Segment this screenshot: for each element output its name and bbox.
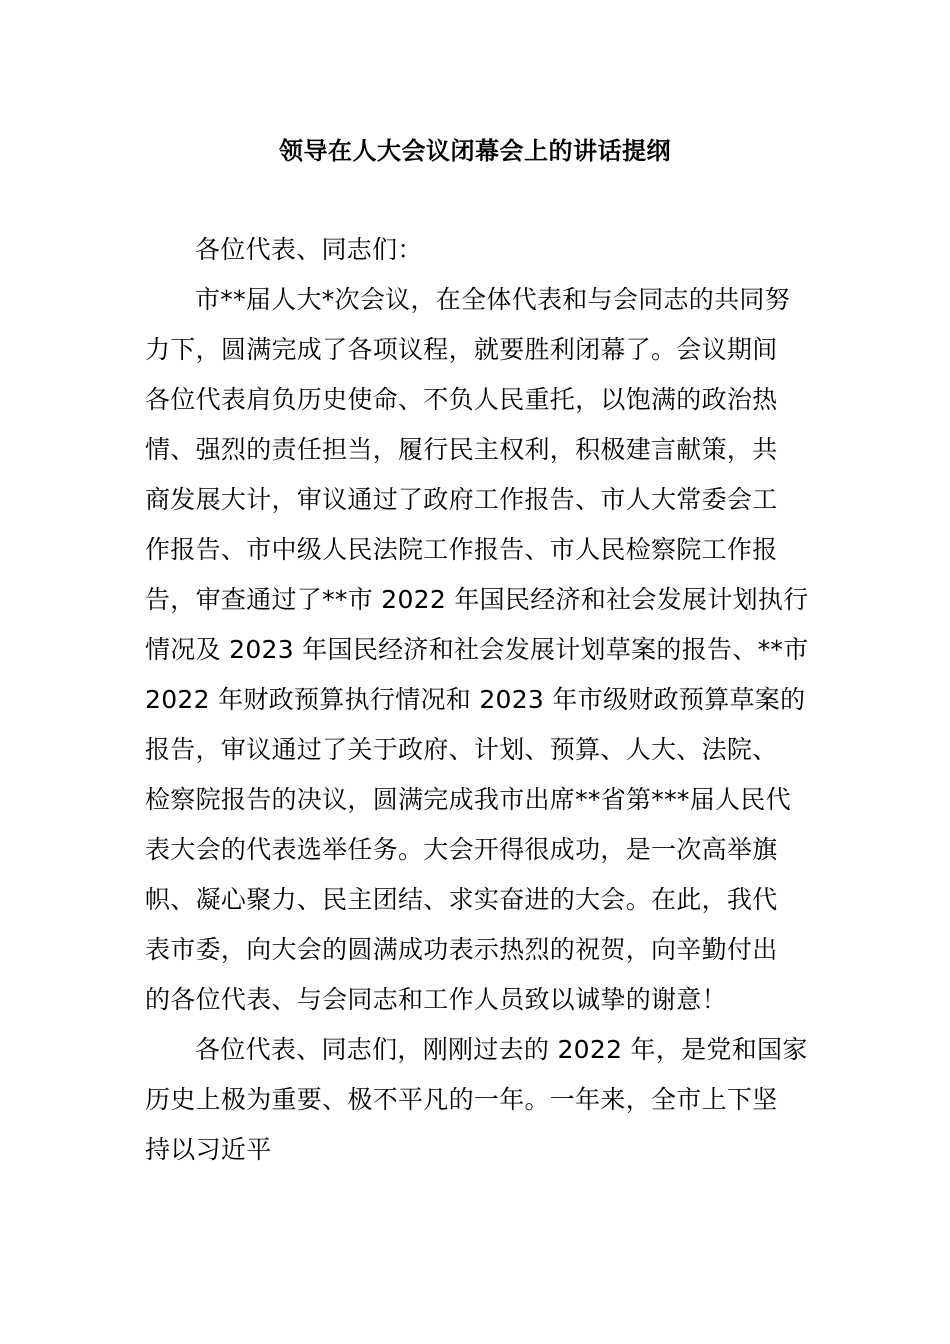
- text-line: 各位代表、同志们：: [195, 235, 423, 264]
- text-line: 作报告、市中级人民法院工作报告、市人民检察院工作报: [145, 535, 778, 564]
- text-line: 表市委，向大会的圆满成功表示热烈的祝贺，向辛勤付出: [145, 935, 778, 964]
- document-title: 领导在人大会议闭幕会上的讲话提纲: [279, 137, 671, 165]
- text-line: 持以习近平: [145, 1135, 272, 1164]
- text-line: 帜、凝心聚力、民主团结、求实奋进的大会。在此，我代: [145, 885, 778, 914]
- text-line: 历史上极为重要、极不平凡的一年。一年来，全市上下坚: [145, 1085, 778, 1114]
- text-line: 各位代表肩负历史使命、不负人民重托，以饱满的政治热: [145, 385, 778, 414]
- text-line: 的各位代表、与会同志和工作人员致以诚挚的谢意！: [145, 985, 727, 1014]
- text-line: 商发展大计，审议通过了政府工作报告、市人大常委会工: [145, 485, 778, 514]
- text-line: 告，审查通过了**市 2022 年国民经济和社会发展计划执行: [145, 585, 809, 614]
- text-line: 市**届人大*次会议，在全体代表和与会同志的共同努: [195, 285, 791, 314]
- text-line: 检察院报告的决议，圆满完成我市出席**省第***届人民代: [145, 785, 791, 814]
- text-line: 各位代表、同志们，刚刚过去的 2022 年，是党和国家: [195, 1035, 808, 1064]
- text-line: 情况及 2023 年国民经济和社会发展计划草案的报告、**市: [145, 635, 809, 664]
- text-line: 情、强烈的责任担当，履行民主权利，积极建言献策，共: [145, 435, 778, 464]
- text-line: 力下，圆满完成了各项议程，就要胜利闭幕了。会议期间: [145, 335, 778, 364]
- document-body: [145, 230, 810, 1180]
- text-line: 2022 年财政预算执行情况和 2023 年市级财政预算草案的: [145, 685, 806, 714]
- text-line: 表大会的代表选举任务。大会开得很成功，是一次高举旗: [145, 835, 778, 864]
- text-line: 报告，审议通过了关于政府、计划、预算、人大、法院、: [145, 735, 778, 764]
